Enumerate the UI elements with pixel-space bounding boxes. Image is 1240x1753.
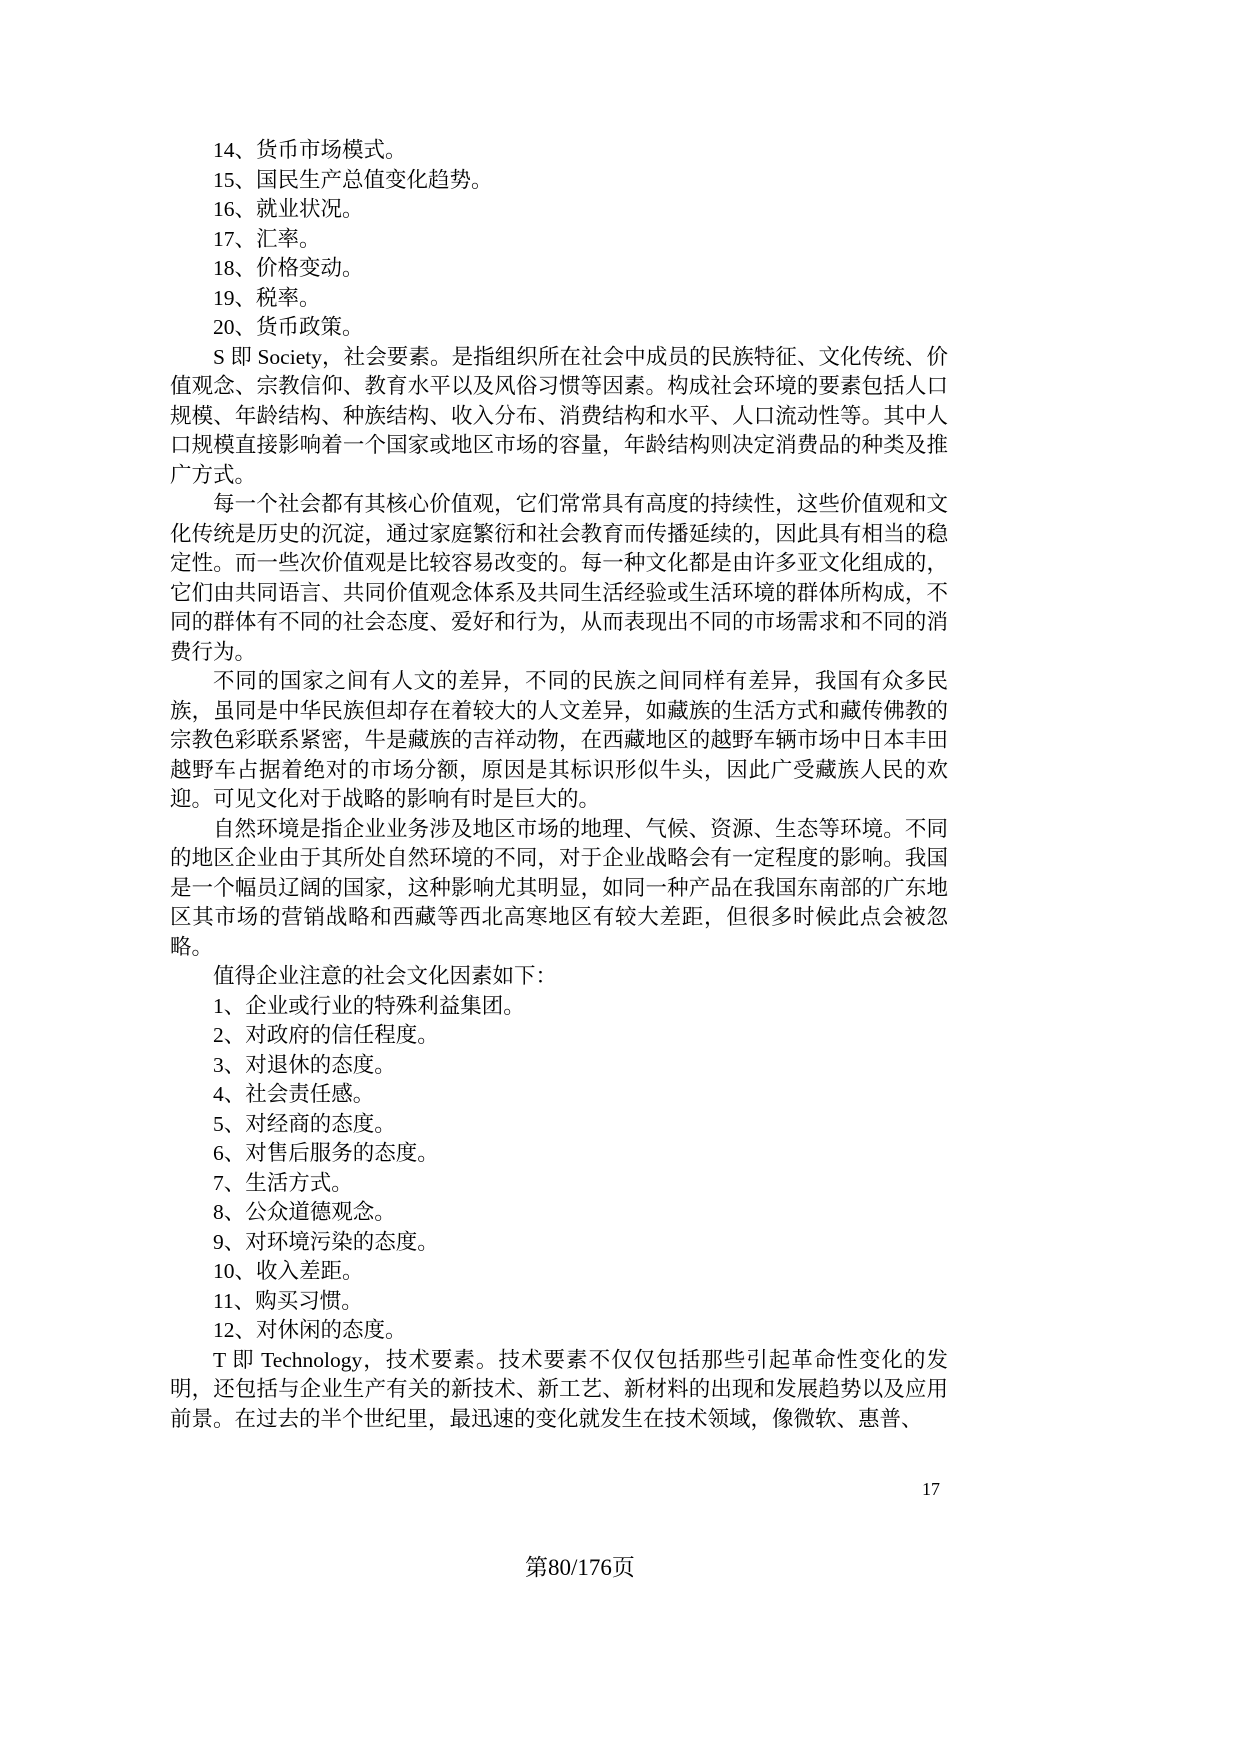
list-item: 14、货币市场模式。	[213, 138, 407, 162]
list-item: 6、对售后服务的态度。	[213, 1141, 439, 1165]
text-blocks	[170, 136, 948, 1434]
list-item: 12、对休闲的态度。	[213, 1318, 407, 1342]
list-item: 18、价格变动。	[213, 256, 364, 280]
list-item: 16、就业状况。	[213, 197, 364, 221]
page-number: 17	[922, 1479, 940, 1499]
list-item: 2、对政府的信任程度。	[213, 1023, 439, 1047]
list-item: 10、收入差距。	[213, 1259, 364, 1283]
document-content	[170, 136, 948, 1434]
list-item: 9、对环境污染的态度。	[213, 1229, 439, 1254]
list-item: 4、社会责任感。	[213, 1082, 375, 1106]
list-item: 20、货币政策。	[213, 315, 364, 339]
paragraph: 不同的国家之间有人文的差异，不同的民族之间同样有差异，我国有众多民族，虽同是中华民族但却存在着较大的人文差异，如藏族的生活方式和藏传佛教的宗教色彩联系紧密，牛是藏族的吉祥动物，在西藏地区的越野车辆市场中日本丰田越野车占据着绝对的市场分额，原因是其标识形似牛头，因此广受藏族人民的欢迎。可见文化对于战略的影响有时是巨大的。	[170, 669, 948, 811]
paragraph: 自然环境是指企业业务涉及地区市场的地理、气候、资源、生态等环境。不同的地区企业由于其所处自然环境的不同，对于企业战略会有一定程度的影响。我国是一个幅员辽阔的国家，这种影响尤其明显，如同一种产品在我国东南部的广东地区其市场的营销战略和西藏等西北高寒地区有较大差距，但很多时候此点会被忽略。	[170, 816, 948, 959]
list-item: 1、企业或行业的特殊利益集团。	[213, 993, 525, 1018]
paragraph: S 即 Society，社会要素。是指组织所在社会中成员的民族特征、文化传统、价值观念、宗教信仰、教育水平以及风俗习惯等因素。构成社会环境的要素包括人口规模、年龄结构、种族结构、收入分布、消费结构和水平、人口流动性等。其中人口规模直接影响着一个国家或地区市场的容量，年龄结构则决定消费品的种类及推广方式。	[170, 344, 948, 487]
list-item: 7、生活方式。	[213, 1170, 353, 1195]
list-item: 17、汇率。	[213, 226, 321, 251]
footer-page-indicator: 第80/176页	[525, 1555, 635, 1580]
list-item: 11、购买习惯。	[213, 1288, 363, 1313]
list-item: 3、对退休的态度。	[213, 1052, 396, 1077]
list-item: 5、对经商的态度。	[213, 1111, 396, 1136]
paragraph: 每一个社会都有其核心价值观，它们常常具有高度的持续性，这些价值观和文化传统是历史的沉淀，通过家庭繁衍和社会教育而传播延续的，因此具有相当的稳定性。而一些次价值观是比较容易改变的。每一种文化都是由许多亚文化组成的，它们由共同语言、共同价值观念体系及共同生活经验或生活环境的群体所构成，不同的群体有不同的社会态度、爱好和行为，从而表现出不同的市场需求和不同的消费行为。	[170, 492, 948, 664]
list-item: 8、公众道德观念。	[213, 1200, 396, 1224]
list-item: 15、国民生产总值变化趋势。	[213, 167, 493, 192]
paragraph: T 即 Technology，技术要素。技术要素不仅仅包括那些引起革命性变化的发明，还包括与企业生产有关的新技术、新工艺、新材料的出现和发展趋势以及应用前景。在过去的半个世纪里，最迅速的变化就发生在技术领域，像微软、惠普、	[170, 1347, 948, 1431]
paragraph: 值得企业注意的社会文化因素如下：	[213, 964, 558, 988]
list-item: 19、税率。	[213, 285, 321, 310]
